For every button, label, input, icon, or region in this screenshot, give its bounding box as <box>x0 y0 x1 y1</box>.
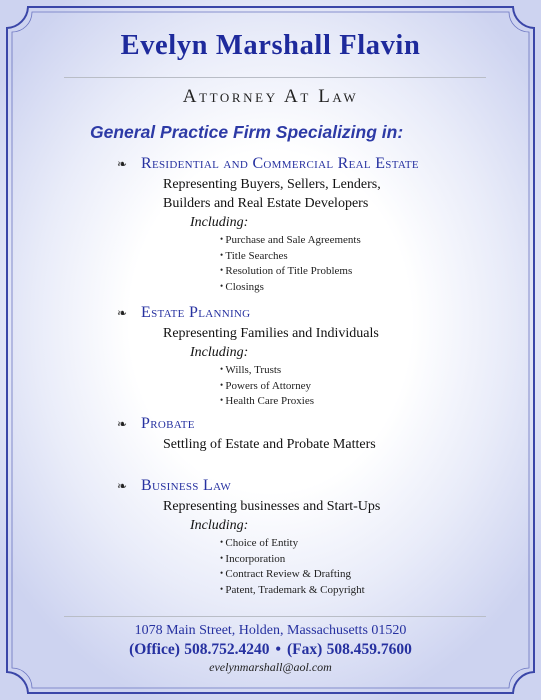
divider-top <box>64 77 486 78</box>
firm-name: Evelyn Marshall Flavin <box>120 30 421 61</box>
section-title: Probate <box>141 415 195 432</box>
fleuron-bullet-icon: ❧ <box>117 157 128 171</box>
email-address: evelynmarshall@aol.com <box>209 660 332 674</box>
list-item: • Closings <box>220 280 517 296</box>
office-address: 1078 Main Street, Holden, Massachusetts 01520 <box>134 623 407 638</box>
including-label: Including: <box>190 518 249 533</box>
list-item: • Title Searches <box>220 249 517 265</box>
section-title: Residential and Commercial Real Estate <box>141 155 419 172</box>
separator-dot: • <box>275 641 281 658</box>
list-item: • Powers of Attorney <box>220 379 517 395</box>
service-list <box>220 363 517 410</box>
practice-area-probate <box>117 413 517 454</box>
list-item: • Choice of Entity <box>220 536 517 552</box>
service-list <box>220 536 517 598</box>
list-item: • Incorporation <box>220 552 517 568</box>
list-item: • Contract Review & Drafting <box>220 567 517 583</box>
practice-area-real-estate <box>117 153 517 295</box>
section-description: Representing Buyers, Sellers, Lenders, <box>163 177 381 192</box>
fleuron-bullet-icon: ❧ <box>117 306 128 320</box>
section-header <box>117 153 517 175</box>
section-description: Representing Families and Individuals <box>163 326 379 341</box>
including-label: Including: <box>190 345 249 360</box>
office-phone: (Office) 508.752.4240 <box>129 641 270 658</box>
divider-bottom <box>64 616 486 617</box>
list-item: • Wills, Trusts <box>220 363 517 379</box>
list-item: • Patent, Trademark & Copyright <box>220 583 517 599</box>
section-description: Settling of Estate and Probate Matters <box>163 437 376 452</box>
fleuron-bullet-icon: ❧ <box>117 417 128 431</box>
section-header <box>117 413 517 435</box>
section-title: Estate Planning <box>141 304 251 321</box>
service-list <box>220 233 517 295</box>
section-header <box>117 475 517 497</box>
contact-phones <box>0 641 541 659</box>
section-description: Representing businesses and Start-Ups <box>163 499 381 514</box>
professional-title: Attorney At Law <box>182 86 359 107</box>
list-item: • Health Care Proxies <box>220 394 517 410</box>
practice-area-business-law <box>117 475 517 598</box>
fleuron-bullet-icon: ❧ <box>117 479 128 493</box>
intro-heading: General Practice Firm Specializing in: <box>90 122 404 142</box>
list-item: • Purchase and Sale Agreements <box>220 233 517 249</box>
fax-number: (Fax) 508.459.7600 <box>286 641 412 658</box>
practice-area-estate-planning <box>117 302 517 410</box>
including-label: Including: <box>190 215 249 230</box>
section-description: Builders and Real Estate Developers <box>163 196 369 211</box>
list-item: • Resolution of Title Problems <box>220 264 517 280</box>
section-title: Business Law <box>141 477 232 494</box>
section-header <box>117 302 517 324</box>
